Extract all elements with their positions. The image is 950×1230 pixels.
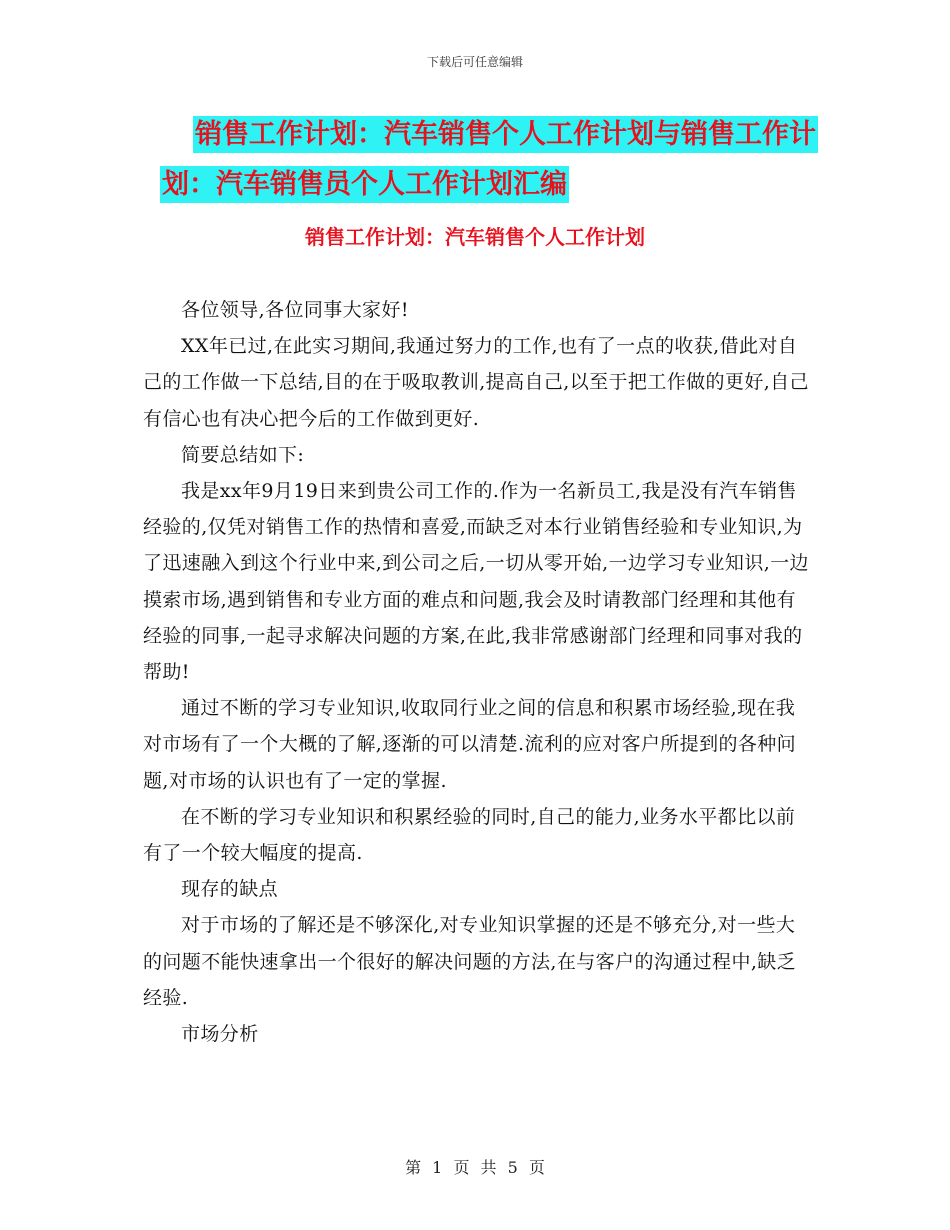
page-header-note: 下载后可任意编辑: [426, 55, 523, 69]
paragraph: XX年已过,在此实习期间,我通过努力的工作,也有了一点的收获,借此对自己的工作做一下总结,目的在于吸取教训,提高自己,以至于把工作做的更好,自己有信心也有决心把今后的工作做到更好.: [143, 335, 809, 430]
paragraph: 现存的缺点: [181, 878, 279, 901]
section-title: 销售工作计划：汽车销售个人工作计划: [305, 225, 645, 249]
paragraph: 我是xx年9月19日来到贵公司工作的.作为一名新员工,我是没有汽车销售经验的,仅凭对销售工作的热情和喜爱,而缺乏对本行业销售经验和专业知识,为了迅速融入到这个行业中来,到公司之后,一切从零开始,一边学习专业知识,一边摸索市场,遇到销售和专业方面的难点和问题,我会及时请教部门经理和其他有经验的同事,一起寻求解决问题的方案,在此,我非常感谢部门经理和同事对我的帮助!: [143, 480, 809, 684]
paragraph: 对于市场的了解还是不够深化,对专业知识掌握的还是不够充分,对一些大的问题不能快速拿出一个很好的解决问题的方法,在与客户的沟通过程中,缺乏经验.: [143, 914, 797, 1009]
paragraph: 市场分析: [181, 1023, 259, 1046]
title-line-2: 划：汽车销售员个人工作计划汇编: [160, 160, 810, 210]
paragraph: 各位领导,各位同事大家好!: [181, 299, 409, 321]
document-body: [143, 292, 813, 1052]
page-number-footer: 第 1 页 共 5 页: [405, 1158, 545, 1177]
paragraph: 简要总结如下:: [181, 443, 305, 466]
document-title: [162, 110, 816, 210]
title-line-1: 销售工作计划：汽车销售个人工作计划与销售工作计: [193, 110, 810, 160]
paragraph: 通过不断的学习专业知识,收取同行业之间的信息和积累市场经验,现在我对市场有了一个大概的了解,逐渐的可以清楚.流利的应对客户所提到的各种问题,对市场的认识也有了一定的掌握.: [143, 697, 797, 792]
paragraph: 在不断的学习专业知识和积累经验的同时,自己的能力,业务水平都比以前有了一个较大幅度的提高.: [143, 805, 796, 865]
